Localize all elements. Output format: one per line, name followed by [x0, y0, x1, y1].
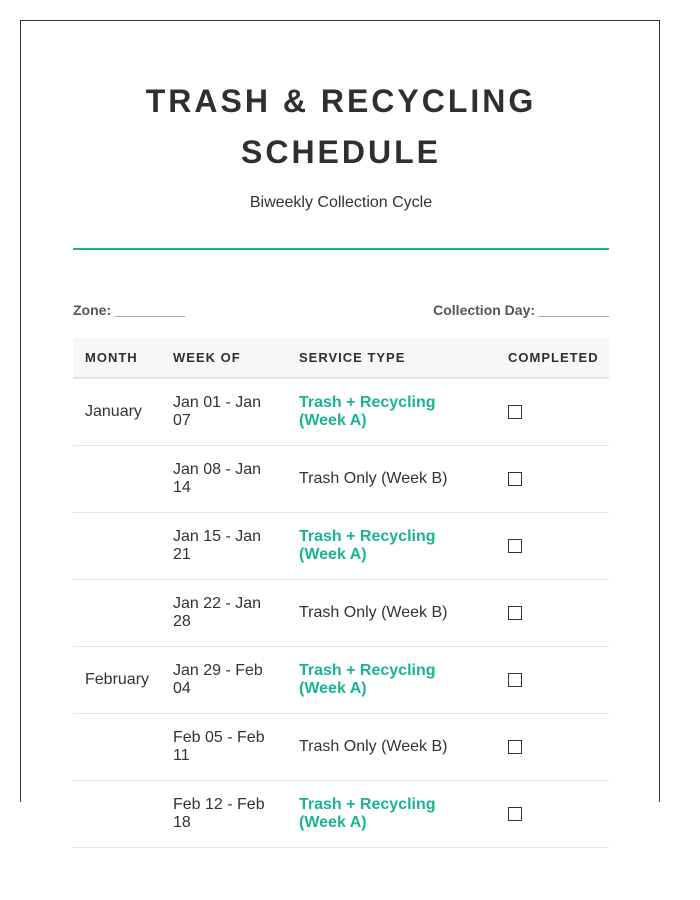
week-cell: Jan 01 - Jan 07 [161, 378, 287, 446]
week-cell: Jan 08 - Jan 14 [161, 446, 287, 513]
service-cell: Trash + Recycling (Week A) [287, 513, 496, 580]
header-week: WEEK OF [161, 338, 287, 378]
service-cell: Trash + Recycling (Week A) [287, 781, 496, 848]
service-cell: Trash + Recycling (Week A) [287, 647, 496, 714]
month-cell [73, 513, 161, 580]
completed-checkbox[interactable] [508, 472, 522, 486]
table-row [73, 647, 609, 714]
header-completed: COMPLETED [496, 338, 609, 378]
header-month: MONTH [73, 338, 161, 378]
service-cell: Trash Only (Week B) [287, 446, 496, 513]
month-cell: January [73, 378, 161, 446]
month-cell [73, 446, 161, 513]
table-row [73, 580, 609, 647]
completed-checkbox[interactable] [508, 405, 522, 419]
completed-cell [496, 714, 609, 781]
week-cell: Jan 15 - Jan 21 [161, 513, 287, 580]
table-row [73, 513, 609, 580]
page-title: TRASH & RECYCLING SCHEDULE [145, 83, 537, 170]
week-cell: Feb 05 - Feb 11 [161, 714, 287, 781]
collection-day-field: Collection Day: _________ [433, 302, 609, 318]
completed-cell [496, 513, 609, 580]
completed-checkbox[interactable] [508, 606, 522, 620]
completed-checkbox[interactable] [508, 807, 522, 821]
table-row [73, 714, 609, 781]
header-service: SERVICE TYPE [287, 338, 496, 378]
completed-cell [496, 378, 609, 446]
completed-cell [496, 781, 609, 848]
service-cell: Trash Only (Week B) [287, 580, 496, 647]
schedule-page [20, 20, 660, 831]
month-cell: February [73, 647, 161, 714]
completed-checkbox[interactable] [508, 740, 522, 754]
month-cell [73, 580, 161, 647]
completed-cell [496, 647, 609, 714]
table-row [73, 781, 609, 848]
table-row [73, 378, 609, 446]
divider [73, 248, 609, 250]
completed-checkbox[interactable] [508, 539, 522, 553]
week-cell: Jan 22 - Jan 28 [161, 580, 287, 647]
table-row [73, 446, 609, 513]
completed-checkbox[interactable] [508, 673, 522, 687]
completed-cell [496, 446, 609, 513]
week-cell: Jan 29 - Feb 04 [161, 647, 287, 714]
month-cell [73, 781, 161, 848]
month-cell [73, 714, 161, 781]
week-cell: Feb 12 - Feb 18 [161, 781, 287, 848]
service-cell: Trash Only (Week B) [287, 714, 496, 781]
meta-row [73, 302, 609, 318]
completed-cell [496, 580, 609, 647]
schedule-table [73, 338, 609, 848]
zone-field: Zone: _________ [73, 302, 186, 318]
service-cell: Trash + Recycling (Week A) [287, 378, 496, 446]
table-header [73, 338, 609, 378]
subtitle: Biweekly Collection Cycle [249, 194, 433, 211]
